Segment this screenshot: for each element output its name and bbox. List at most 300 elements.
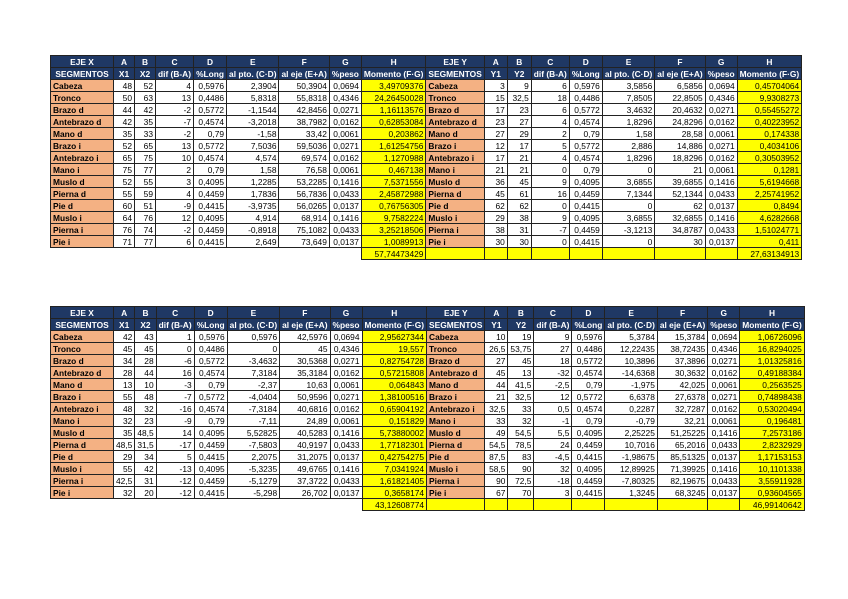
table-cell: 0,4034106: [737, 140, 802, 152]
table-cell: 27: [484, 128, 507, 140]
table-cell: -7: [531, 224, 569, 236]
segment-label: Muslo d: [427, 427, 485, 439]
table-cell: 1,0089913: [361, 236, 426, 248]
table-cell: 5,3784: [605, 331, 657, 343]
table-row: [51, 236, 802, 248]
segment-label: Pie d: [51, 451, 114, 463]
table-cell: 0,4459: [194, 475, 227, 487]
table-cell: 0,4574: [194, 116, 227, 128]
table-cell: 0,0061: [330, 379, 362, 391]
segment-label: Pierna d: [51, 188, 114, 200]
table-cell: 65: [135, 140, 156, 152]
total-blank: [485, 499, 508, 511]
total-x: 57,74473429: [361, 248, 426, 260]
column-header: SEGMENTOS: [51, 319, 114, 331]
table-cell: 0,5976: [227, 331, 279, 343]
table-cell: 18,8296: [655, 152, 705, 164]
table-cell: 23: [507, 104, 531, 116]
table-cell: 37,3722: [280, 475, 330, 487]
table-cell: 10: [485, 331, 508, 343]
table-cell: 73,649: [279, 236, 329, 248]
table-cell: 0,0137: [708, 451, 740, 463]
segment-label: Brazo i: [426, 140, 484, 152]
total-row: [51, 499, 805, 511]
table-row: [51, 463, 805, 475]
table-cell: 0,4574: [572, 367, 605, 379]
column-header: Y2: [507, 68, 531, 80]
segment-label: Brazo i: [427, 391, 485, 403]
segment-label: Cabeza: [51, 331, 114, 343]
table-cell: 87,5: [485, 451, 508, 463]
table-cell: 7,2573186: [740, 427, 805, 439]
table-cell: 1,01325816: [740, 355, 805, 367]
table-row: [51, 164, 802, 176]
table-cell: 0,467138: [361, 164, 426, 176]
column-letter: D: [572, 307, 605, 319]
table-cell: 22,8505: [655, 92, 705, 104]
segment-label: Pierna d: [426, 188, 484, 200]
table-cell: 0,0137: [705, 200, 737, 212]
column-letter: EJE X: [51, 56, 114, 68]
table-cell: 76: [135, 212, 156, 224]
table-cell: 32: [508, 415, 534, 427]
total-blank: [484, 248, 507, 260]
total-blank: [534, 499, 572, 511]
table-cell: 31,5: [135, 439, 156, 451]
column-header: %peso: [705, 68, 737, 80]
table-cell: 45: [507, 176, 531, 188]
column-header: SEGMENTOS: [427, 319, 485, 331]
table-cell: -2: [156, 224, 194, 236]
table-cell: 0,0433: [329, 224, 361, 236]
segment-label: Tronco: [51, 92, 114, 104]
table-cell: 42: [114, 331, 135, 343]
table-cell: 71,39925: [657, 463, 707, 475]
total-blank: [605, 499, 657, 511]
table-cell: 0,0061: [705, 164, 737, 176]
table-cell: -2,5: [534, 379, 572, 391]
table-cell: 21: [507, 164, 531, 176]
table-cell: 3,6855: [602, 176, 654, 188]
total-blank: [427, 499, 485, 511]
segment-label: Pierna d: [427, 439, 485, 451]
table-cell: 0,4095: [572, 427, 605, 439]
table-cell: 78,5: [508, 439, 534, 451]
table-cell: 19,557: [362, 343, 427, 355]
table-cell: -1: [534, 415, 572, 427]
table-cell: 0,0061: [705, 128, 737, 140]
table-cell: 32,7287: [657, 403, 707, 415]
total-blank: [426, 248, 484, 260]
table-cell: 50,9596: [280, 391, 330, 403]
total-blank: [569, 248, 602, 260]
table-cell: 34,8787: [655, 224, 705, 236]
table-cell: 0,57215808: [362, 367, 427, 379]
table-cell: 0,0271: [708, 355, 740, 367]
column-header: Y2: [508, 319, 534, 331]
table-cell: 0,1416: [705, 212, 737, 224]
table-cell: 42: [135, 463, 156, 475]
table-cell: 0: [531, 164, 569, 176]
table-cell: 62: [655, 200, 705, 212]
column-header: al eje (E+A): [279, 68, 329, 80]
data-table-1: [50, 55, 802, 260]
table-cell: 0,0271: [330, 391, 362, 403]
table-cell: 0,0061: [708, 379, 740, 391]
table-cell: 2: [531, 128, 569, 140]
table-row: [51, 343, 805, 355]
subheader-row: [51, 319, 805, 331]
segment-label: Brazo i: [51, 140, 114, 152]
table-cell: 0,5772: [572, 391, 605, 403]
table-cell: 0,0271: [708, 391, 740, 403]
subheader-row: [51, 68, 802, 80]
table-cell: 0,93604565: [740, 487, 805, 499]
table-cell: 55: [114, 463, 135, 475]
table-cell: 0,5772: [194, 140, 227, 152]
table-cell: 7,3184: [227, 367, 279, 379]
table-cell: 0,4486: [194, 343, 227, 355]
table-cell: 0: [531, 200, 569, 212]
table-cell: 1,17153153: [740, 451, 805, 463]
table-cell: 0,4346: [330, 343, 362, 355]
table-cell: 32: [135, 403, 156, 415]
total-blank: [156, 499, 194, 511]
table-cell: 9,7582224: [361, 212, 426, 224]
column-letter: F: [280, 307, 330, 319]
table-cell: 38: [507, 212, 531, 224]
table-cell: 0,411: [737, 236, 802, 248]
table-cell: 0: [156, 343, 194, 355]
table-cell: 0: [602, 164, 654, 176]
table-cell: 0: [227, 343, 279, 355]
table-cell: 3,25218506: [361, 224, 426, 236]
total-blank: [708, 499, 740, 511]
table-cell: 43: [135, 331, 156, 343]
table-cell: 68,3245: [657, 487, 707, 499]
column-letter: G: [705, 56, 737, 68]
header-row: [51, 307, 805, 319]
table-cell: 0,4346: [708, 343, 740, 355]
table-cell: 5,73880002: [362, 427, 427, 439]
table-cell: 9: [531, 176, 569, 188]
table-cell: 15,3784: [657, 331, 707, 343]
segment-label: Pierna i: [51, 224, 114, 236]
column-letter: H: [362, 307, 427, 319]
segment-label: Antebrazo i: [51, 152, 114, 164]
table-cell: 0,4486: [572, 343, 605, 355]
table-cell: 1,2285: [227, 176, 279, 188]
table-cell: 4,6282668: [737, 212, 802, 224]
table-cell: 10: [135, 379, 156, 391]
table-cell: -1,975: [605, 379, 657, 391]
column-letter: F: [279, 56, 329, 68]
column-letter: F: [657, 307, 707, 319]
table-cell: 42: [135, 104, 156, 116]
table-cell: 0,65904192: [362, 403, 427, 415]
table-cell: 0,5976: [194, 331, 227, 343]
table-cell: 45: [135, 343, 156, 355]
table-row: [51, 116, 802, 128]
segment-label: Antebrazo d: [427, 367, 485, 379]
table-cell: 7,8505: [602, 92, 654, 104]
table-cell: 0,0137: [705, 236, 737, 248]
segment-label: Antebrazo d: [51, 367, 114, 379]
column-letter: C: [531, 56, 569, 68]
segment-label: Brazo d: [426, 104, 484, 116]
segment-label: Brazo d: [51, 355, 114, 367]
table-cell: 30,3632: [657, 367, 707, 379]
table-cell: 0,30503952: [737, 152, 802, 164]
table-cell: 0: [602, 200, 654, 212]
table-cell: -7,3184: [227, 403, 279, 415]
column-letter: EJE Y: [426, 56, 484, 68]
table-cell: 0,4346: [705, 92, 737, 104]
segment-label: Muslo d: [51, 176, 114, 188]
table-cell: -1,58: [227, 128, 279, 140]
table-cell: -2: [156, 128, 194, 140]
table-cell: 0,4095: [194, 212, 227, 224]
table-cell: 50,3904: [279, 80, 329, 92]
table-cell: 0,1416: [708, 427, 740, 439]
table-cell: 0,0137: [330, 487, 362, 499]
table-cell: 6,6378: [605, 391, 657, 403]
table-cell: 0,4574: [194, 152, 227, 164]
table-cell: 38: [484, 224, 507, 236]
column-letter: F: [655, 56, 705, 68]
table-cell: 0,4574: [194, 367, 227, 379]
table-cell: 55,8318: [279, 92, 329, 104]
total-blank: [330, 499, 362, 511]
table-cell: 45: [280, 343, 330, 355]
table-cell: 14,886: [655, 140, 705, 152]
table-cell: 0,4459: [572, 475, 605, 487]
column-letter: H: [740, 307, 805, 319]
column-header: Momento (F·G): [362, 319, 427, 331]
table-cell: 23: [135, 415, 156, 427]
segment-label: Brazo d: [51, 104, 114, 116]
table-cell: 1,06726096: [740, 331, 805, 343]
table-cell: 0,5772: [572, 355, 605, 367]
total-blank: [329, 248, 361, 260]
table-row: [51, 128, 802, 140]
column-letter: C: [534, 307, 572, 319]
table-cell: 38,7982: [279, 116, 329, 128]
table-cell: 0,4095: [572, 463, 605, 475]
table-cell: 0,0433: [708, 439, 740, 451]
table-cell: 26,5: [485, 343, 508, 355]
column-header: X1: [114, 319, 135, 331]
table-cell: 0,0271: [705, 104, 737, 116]
table-cell: 0,40223952: [737, 116, 802, 128]
column-letter: H: [737, 56, 802, 68]
table-cell: 1,61254756: [361, 140, 426, 152]
table-cell: 44: [485, 379, 508, 391]
column-header: al pto. (C·D): [227, 319, 279, 331]
table-cell: 77: [135, 164, 156, 176]
table-cell: 0,74898438: [740, 391, 805, 403]
table-cell: 75: [135, 152, 156, 164]
table-row: [51, 331, 805, 343]
table-cell: -9: [156, 200, 194, 212]
table-cell: 16: [156, 367, 194, 379]
segment-label: Muslo d: [426, 176, 484, 188]
segment-label: Brazo d: [427, 355, 485, 367]
column-letter: H: [361, 56, 426, 68]
table-cell: 1,8296: [602, 116, 654, 128]
column-letter: E: [605, 307, 657, 319]
table-cell: 52: [114, 140, 135, 152]
table-cell: 0,0162: [708, 367, 740, 379]
table-cell: 39,6855: [655, 176, 705, 188]
column-letter: G: [330, 307, 362, 319]
segment-label: Mano i: [51, 164, 114, 176]
table-cell: 32,21: [657, 415, 707, 427]
table-cell: 10,63: [280, 379, 330, 391]
table-row: [51, 451, 805, 463]
table-cell: 51,25225: [657, 427, 707, 439]
table-cell: 0,4346: [329, 92, 361, 104]
column-header: dif (B-A): [156, 319, 194, 331]
column-letter: B: [507, 56, 531, 68]
table-cell: 0,45704064: [737, 80, 802, 92]
table-cell: 5,8318: [227, 92, 279, 104]
table-cell: 32,5: [508, 391, 534, 403]
table-cell: 0,0694: [329, 80, 361, 92]
table-cell: 0,0162: [705, 116, 737, 128]
table-cell: 6,5856: [655, 80, 705, 92]
segment-label: Pie d: [51, 200, 114, 212]
table-cell: 71: [114, 236, 135, 248]
table-cell: 0,0271: [330, 355, 362, 367]
table-cell: 62: [507, 200, 531, 212]
table-cell: 75,1082: [279, 224, 329, 236]
segment-label: Muslo i: [51, 212, 114, 224]
table-cell: 0,5772: [194, 355, 227, 367]
table-cell: 0,4415: [194, 451, 227, 463]
table-cell: 16,8294025: [740, 343, 805, 355]
table-cell: -7: [156, 116, 194, 128]
column-letter: E: [602, 56, 654, 68]
table-cell: 30,5368: [280, 355, 330, 367]
total-blank: [227, 248, 279, 260]
table-cell: 13: [114, 379, 135, 391]
table-cell: 40,5283: [280, 427, 330, 439]
table-cell: 31: [507, 224, 531, 236]
table-cell: 18: [531, 92, 569, 104]
table-cell: 2,25225: [605, 427, 657, 439]
table-cell: 0,4459: [194, 439, 227, 451]
table-cell: 26,702: [280, 487, 330, 499]
table-cell: -18: [534, 475, 572, 487]
table-cell: 0: [602, 236, 654, 248]
table-row: [51, 104, 802, 116]
table-row: [51, 176, 802, 188]
table-cell: 31: [135, 475, 156, 487]
column-header: al eje (E+A): [657, 319, 707, 331]
table-cell: 0,4574: [569, 152, 602, 164]
table-cell: 29: [484, 212, 507, 224]
table-cell: 32,6855: [655, 212, 705, 224]
segment-label: Mano d: [427, 379, 485, 391]
segment-label: Mano d: [51, 379, 114, 391]
table-cell: -5,1279: [227, 475, 279, 487]
table-cell: 90: [485, 475, 508, 487]
segment-label: Cabeza: [426, 80, 484, 92]
segment-label: Mano d: [426, 128, 484, 140]
column-header: Momento (F·G): [740, 319, 805, 331]
column-letter: D: [569, 56, 602, 68]
table-cell: 0,3658174: [362, 487, 427, 499]
table-cell: 0,4486: [194, 92, 227, 104]
total-blank: [602, 248, 654, 260]
total-blank: [135, 499, 156, 511]
table-cell: 0,1416: [330, 427, 362, 439]
table-cell: 83: [508, 451, 534, 463]
table-cell: 1,51024771: [737, 224, 802, 236]
table-cell: 0,151829: [362, 415, 427, 427]
table-cell: 32: [114, 415, 135, 427]
table-cell: -17: [156, 439, 194, 451]
table-cell: -32: [534, 367, 572, 379]
table-cell: 0,174338: [737, 128, 802, 140]
table-cell: 1,61821405: [362, 475, 427, 487]
table-cell: 69,574: [279, 152, 329, 164]
table-cell: 0,0061: [708, 415, 740, 427]
table-cell: 1,8296: [602, 152, 654, 164]
table-cell: -13: [156, 463, 194, 475]
table-cell: 0,0162: [330, 403, 362, 415]
table-cell: 24,89: [280, 415, 330, 427]
table-cell: 0,0433: [330, 439, 362, 451]
table-cell: 35: [135, 116, 156, 128]
table-cell: 1,7836: [227, 188, 279, 200]
table-cell: 9,9308273: [737, 92, 802, 104]
table-cell: 0,79: [194, 379, 227, 391]
column-letter: A: [114, 307, 135, 319]
table-cell: 42,025: [657, 379, 707, 391]
table-cell: -12: [156, 487, 194, 499]
table-cell: -14,6368: [605, 367, 657, 379]
table-cell: 52,1344: [655, 188, 705, 200]
table-cell: 28: [114, 367, 135, 379]
table-row: [51, 92, 802, 104]
table-cell: 42,8456: [279, 104, 329, 116]
table-cell: 5,6194668: [737, 176, 802, 188]
total-blank: [280, 499, 330, 511]
total-blank: [156, 248, 194, 260]
table-cell: 0,0433: [330, 475, 362, 487]
table-cell: 17: [507, 140, 531, 152]
table-cell: 3: [534, 487, 572, 499]
table-cell: 51: [135, 200, 156, 212]
table-cell: 0,79: [569, 164, 602, 176]
table-cell: 24: [534, 439, 572, 451]
table-cell: 12: [534, 391, 572, 403]
table-cell: 0,0271: [329, 140, 361, 152]
table-cell: 28,58: [655, 128, 705, 140]
table-cell: 0,5772: [194, 391, 227, 403]
table-cell: 10,3896: [605, 355, 657, 367]
table-cell: 12,22435: [605, 343, 657, 355]
table-cell: 0,79: [194, 164, 227, 176]
table-cell: 13: [508, 367, 534, 379]
table-cell: 2,8232929: [740, 439, 805, 451]
column-header: Momento (F·G): [361, 68, 426, 80]
table-cell: 7,1344: [602, 188, 654, 200]
table-cell: 4: [156, 188, 194, 200]
table-row: [51, 140, 802, 152]
